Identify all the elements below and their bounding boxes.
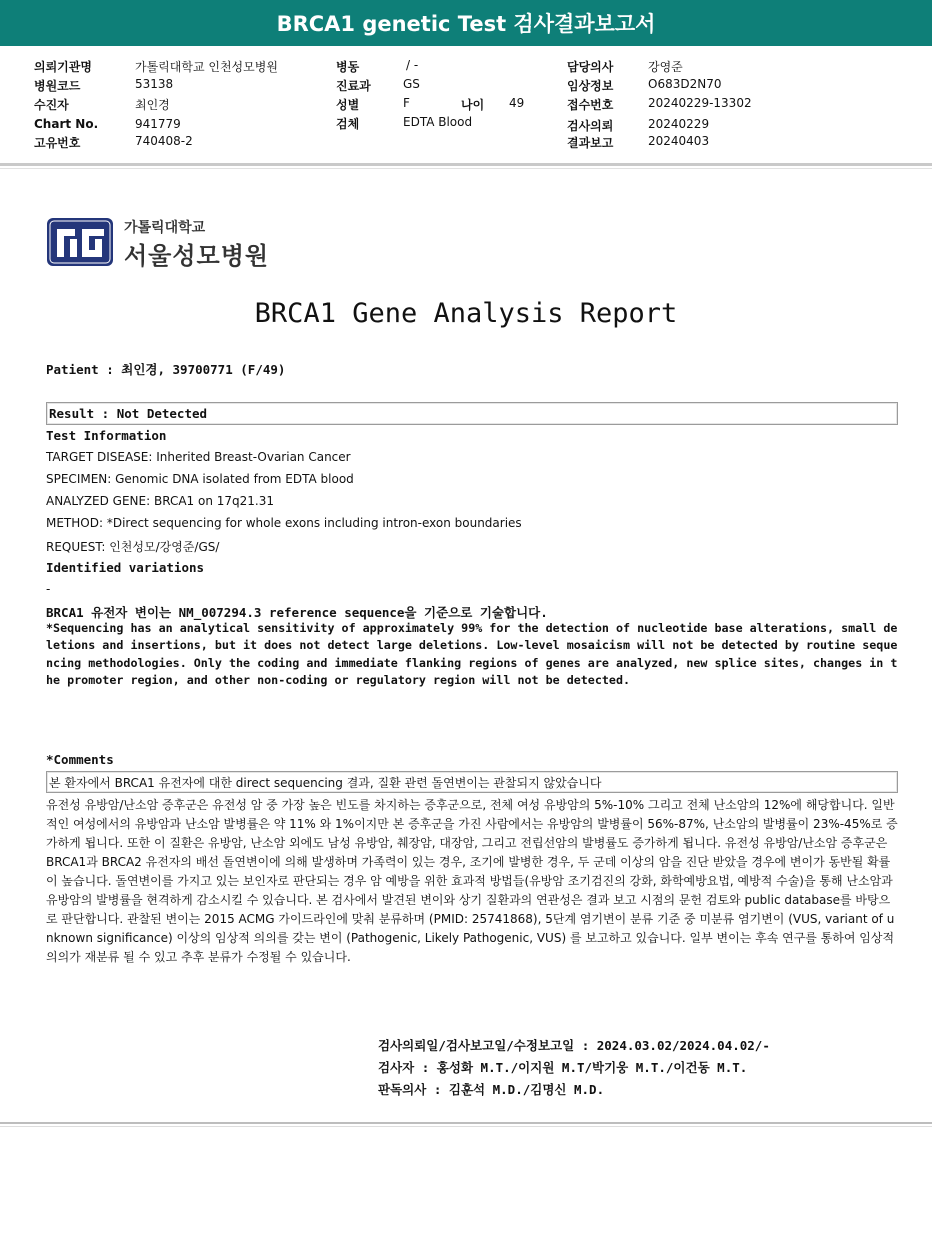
request: REQUEST: 인천성모/강영준/GS/ bbox=[46, 540, 220, 554]
signature-dates: 검사의뢰일/검사보고일/수정보고일 : 2024.03.02/2024.04.02/- bbox=[378, 1038, 770, 1053]
result-text: Result : Not Detected bbox=[49, 406, 208, 421]
value-unique-number: 740408-2 bbox=[135, 134, 193, 148]
patient-line: Patient : 최인경, 39700771 (F/49) bbox=[46, 362, 286, 377]
identified-variations-value: - bbox=[46, 582, 51, 596]
label-department: 진료과 bbox=[336, 79, 371, 93]
label-hospital-code: 병원코드 bbox=[34, 79, 81, 93]
comment-summary-box bbox=[46, 771, 898, 793]
report-header-title bbox=[0, 0, 932, 46]
logo-line2: 서울성모병원 bbox=[124, 242, 270, 270]
footer-divider-thin bbox=[0, 1126, 932, 1127]
header-divider bbox=[0, 163, 932, 166]
value-clinical-info: O683D2N70 bbox=[648, 77, 722, 91]
label-chart-no: Chart No. bbox=[34, 117, 99, 131]
result-box bbox=[46, 402, 898, 425]
target-disease: TARGET DISEASE: Inherited Breast-Ovarian Cancer bbox=[46, 450, 351, 464]
value-result-report: 20240403 bbox=[648, 134, 710, 148]
value-hospital-code: 53138 bbox=[135, 77, 174, 91]
label-unique-number: 고유번호 bbox=[34, 136, 81, 150]
label-sex: 성별 bbox=[336, 98, 360, 112]
value-requesting-institution: 가톨릭대학교 인천성모병원 bbox=[135, 60, 278, 74]
logo-line1: 가톨릭대학교 bbox=[124, 220, 206, 236]
report-title: BRCA1 Gene Analysis Report bbox=[254, 298, 678, 329]
label-requesting-institution: 의뢰기관명 bbox=[34, 60, 92, 74]
test-information-heading: Test Information bbox=[46, 428, 167, 443]
value-sex: F bbox=[403, 96, 410, 110]
value-test-request: 20240229 bbox=[648, 117, 710, 131]
label-result-report: 결과보고 bbox=[567, 136, 614, 150]
method: METHOD: *Direct sequencing for whole exons including intron-exon boundaries bbox=[46, 516, 522, 530]
value-ward: / - bbox=[406, 58, 419, 72]
header-title-text: BRCA1 genetic Test 검사결과보고서 bbox=[276, 12, 656, 36]
label-age: 나이 bbox=[461, 98, 485, 112]
label-patient: 수진자 bbox=[34, 98, 69, 112]
hospital-logo-icon bbox=[46, 217, 116, 269]
label-attending-physician: 담당의사 bbox=[567, 60, 614, 74]
analyzed-gene: ANALYZED GENE: BRCA1 on 17q21.31 bbox=[46, 494, 274, 508]
reference-note: BRCA1 유전자 변이는 NM_007294.3 reference sequence을 기준으로 기술합니다. bbox=[46, 605, 548, 620]
value-specimen: EDTA Blood bbox=[403, 115, 473, 129]
label-clinical-info: 임상정보 bbox=[567, 79, 614, 93]
value-attending-physician: 강영준 bbox=[648, 60, 683, 74]
comment-body: 유전성 유방암/난소암 증후군은 유전성 암 중 가장 높은 빈도를 차지하는 증후군으로, 전체 여성 유방암의 5%-10% 그리고 전체 난소암의 12%에 해당합니다. 일반적인 여성에서의 유방암과 난소암 발병률은 약 11% 와 1%이지만 본 증후군을 가진 사람에서는 유방암의 발병률이 56%-87%, 난소암의 발병률이 23%-45%로 증가하게 됩니다. 또한 이 질환은 유방암, 난소암 외에도 남성 유방암, 췌장암, 대장암, 그리고 전립선암의 발병률도 증가하게 됩니다. 유전성 유방암/난소암 증후군은 BRCA1과 BRCA2 유전자의 배선 돌연변이에 의해 발생하며 가족력이 있는 경우, 조기에 발병한 경우, 두 군데 이상의 암을 진단 받았을 경우에 변이가 동반될 확률이 높습니다. 돌연변이를 가지고 있는 보인자로 판단되는 경우 암 예방을 위한 효과적 방법들(유방암 조기검진의 강화, 화학예방요법, 예방적 수술)을 통해 난소암과 유방암의 발병률을 현격하게 감소시킬 수 있습니다. 본 검사에서 발견된 변이와 상기 질환과의 연관성은 결과 보고 시점의 문헌 검토와 public database를 바탕으로 판단합니다. 관찰된 변이는 2015 ACMG 가이드라인에 맞춰 분류하며 (PMID: 25741868), 5단계 염기변이 분류 기준 중 미분류 염기변이 (VUS, variant of unknown significance) 이상의 임상적 의의를 갖는 변이 (Pathogenic, Likely Pathogenic, VUS) 를 보고하고 있습니다. 일부 변이는 후속 연구를 통하여 임상적 의의가 재분류 될 수 있고 추후 분류가 수정될 수 있습니다. bbox=[46, 798, 898, 964]
label-test-request: 검사의뢰 bbox=[567, 119, 614, 133]
label-ward: 병동 bbox=[336, 60, 360, 74]
value-department: GS bbox=[403, 77, 420, 91]
value-receipt-number: 20240229-13302 bbox=[648, 96, 752, 110]
value-age: 49 bbox=[509, 96, 525, 110]
signature-physicians: 판독의사 : 김훈석 M.D./김명신 M.D. bbox=[378, 1082, 605, 1097]
specimen: SPECIMEN: Genomic DNA isolated from EDTA blood bbox=[46, 472, 354, 486]
header-divider-thin bbox=[0, 168, 932, 169]
value-patient: 최인경 bbox=[135, 98, 170, 112]
value-chart-no: 941779 bbox=[135, 117, 181, 131]
label-receipt-number: 접수번호 bbox=[567, 98, 614, 112]
footer-divider bbox=[0, 1122, 932, 1124]
sensitivity-note: *Sequencing has an analytical sensitivity of approximately 99% for the detection of nucleotide base alterations, small deletions and insertions, but it does not detect large deletions. Low-level mosaicism will not be detected by routine sequencing methodologies. Only the coding and immediate flanking regions of genes are analyzed, new splice sites, changes in the promoter region, and other non-coding or regulatory region will not be detected. bbox=[46, 621, 898, 687]
comment-summary: 본 환자에서 BRCA1 유전자에 대한 direct sequencing 결과, 질환 관련 돌연변이는 관찰되지 않았습니다 bbox=[49, 776, 602, 790]
label-specimen: 검체 bbox=[336, 117, 360, 131]
signature-testers: 검사자 : 홍성화 M.T./이지원 M.T/박기웅 M.T./이건동 M.T. bbox=[378, 1060, 748, 1075]
comments-heading: *Comments bbox=[46, 752, 114, 767]
identified-variations-heading: Identified variations bbox=[46, 560, 205, 575]
